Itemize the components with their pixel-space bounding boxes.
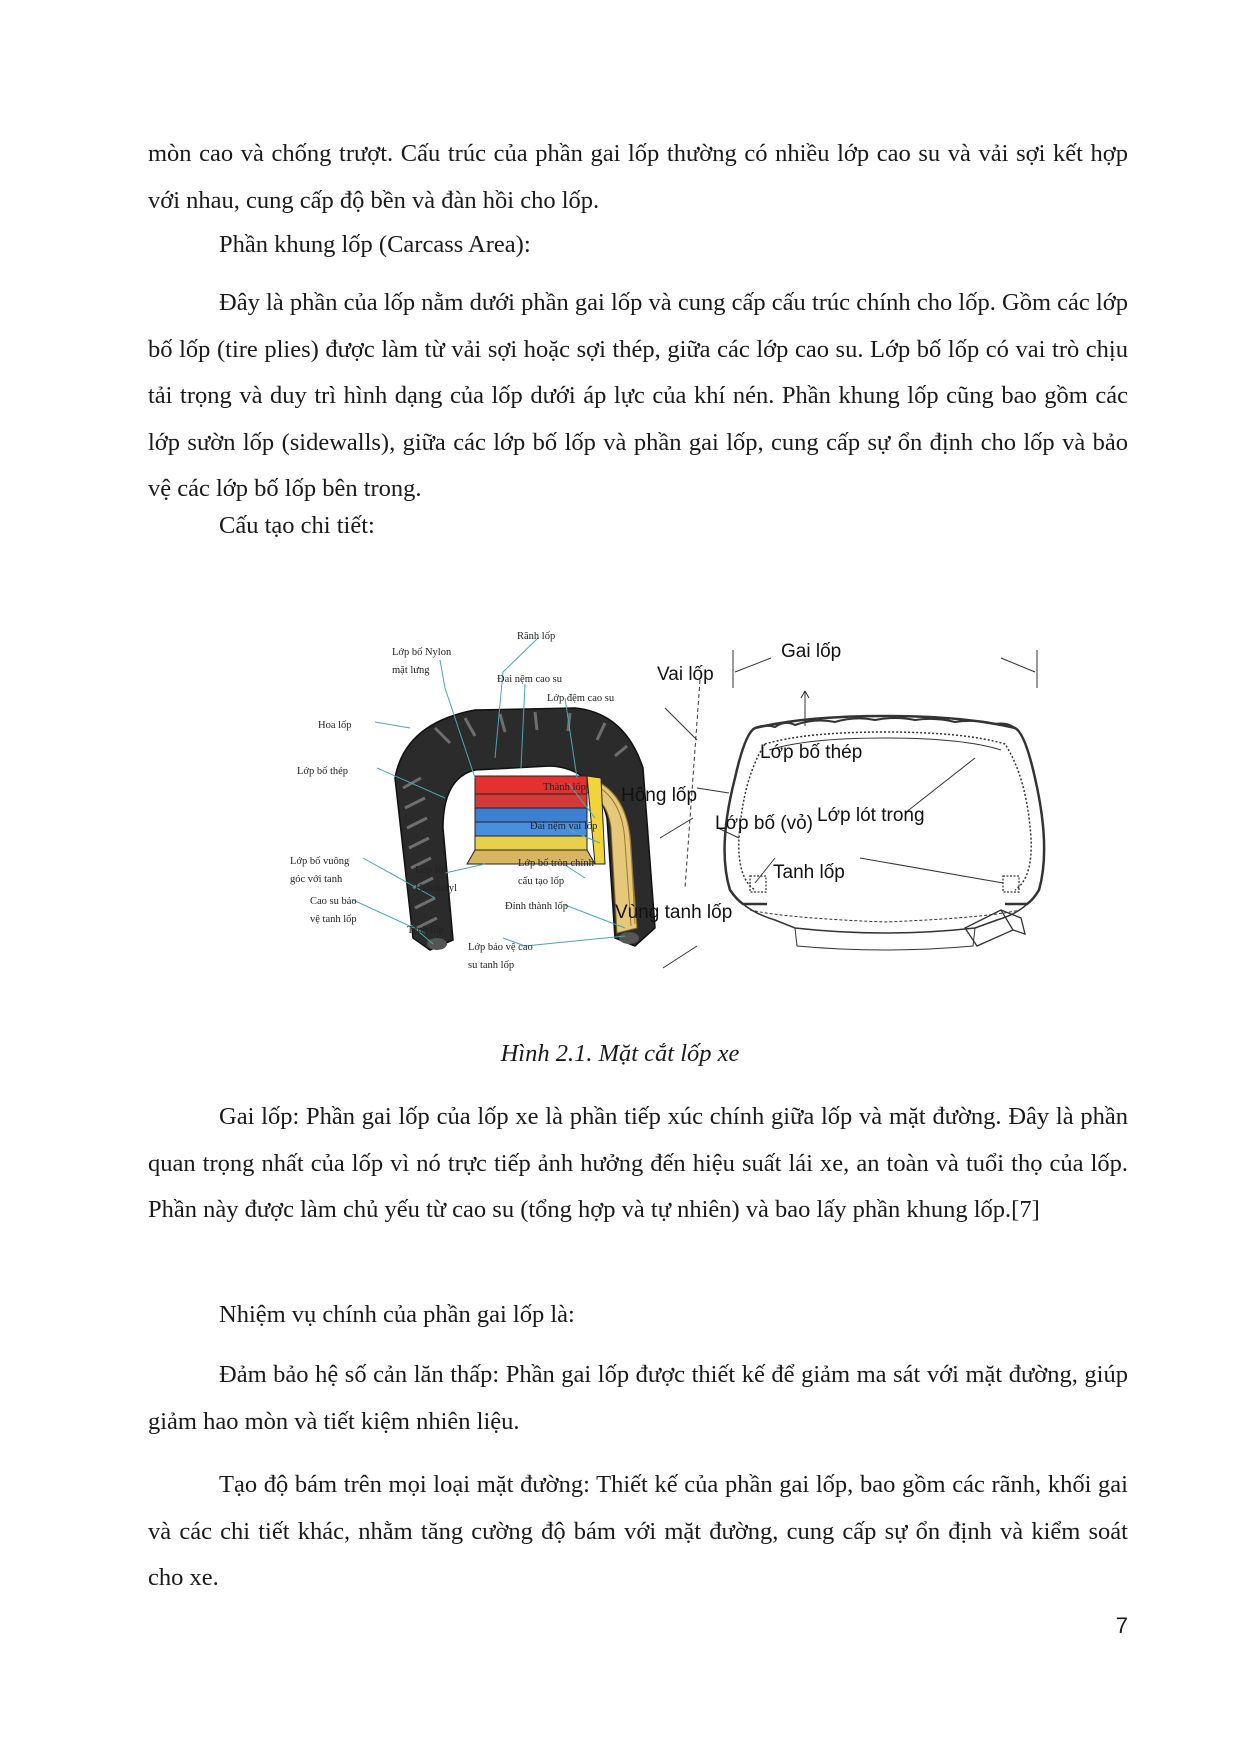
paragraph-grip-on-all-surfaces: Tạo độ bám trên mọi loại mặt đường: Thiết kế của phần gai lốp, bao gồm các rãnh, khối gai và các chi tiết khác, nhằm tăng cường độ bám với mặt đường, cung cấp sự ổn định và kiểm soát cho xe. (148, 1471, 1128, 1591)
label-ranh-lop: Rãnh lốp (517, 631, 556, 642)
label-lop-bo-nylon-2: mặt lưng (392, 665, 430, 676)
paragraph-low-rolling-resistance: Đảm bảo hệ số cản lăn thấp: Phần gai lốp được thiết kế để giảm ma sát với mặt đường, giúp giảm hao mòn và tiết kiệm nhiên liệu. (148, 1361, 1128, 1435)
label-lop-bao-ve-1: Lớp bảo vệ cao (468, 942, 533, 953)
label-lop-lot-2: Halobutyl (415, 883, 457, 894)
label-tanh-lop-right: Tanh lốp (773, 862, 845, 883)
label-lop-bo-nylon-1: Lớp bố Nylon (392, 647, 452, 658)
figure-caption: Hình 2.1. Mặt cắt lốp xe (500, 1040, 740, 1067)
label-gai-lop: Gai lốp (781, 641, 842, 662)
page-number: 7 (1115, 1613, 1128, 1638)
label-hong-lop: Hông lốp (621, 785, 698, 806)
tire-cross-section-figure (290, 628, 1041, 1008)
heading-tread-main-tasks: Nhiệm vụ chính của phần gai lốp là: (219, 1301, 575, 1328)
label-lop-bo-tron-2: cấu tạo lốp (518, 876, 565, 887)
label-thanh-lop: Thành lốp (543, 782, 586, 793)
label-cao-su-bao-ve-1: Cao su bảo (310, 896, 357, 907)
paragraph-carcass-description: Đây là phần của lốp nằm dưới phần gai lốp và cung cấp cấu trúc chính cho lốp. Gồm các lớp bố lốp (tire plies) được làm từ vải sợi hoặc sợi thép, giữa các lớp cao su. Lớp bố lốp có vai trò chịu tải trọng và duy trì hình dạng của lốp dưới áp lực của khí nén. Phần khung lốp cũng bao gồm các lớp sườn lốp (sidewalls), giữa các lớp bố lốp và phần gai lốp, cung cấp sự ổn định cho lốp và bảo vệ các lớp bố lốp bên trong. (148, 289, 1128, 502)
right-diagram-labels (615, 641, 925, 923)
heading-detailed-structure: Cấu tạo chi tiết: (219, 512, 375, 539)
label-dai-nem-cao-su: Đai nệm cao su (497, 674, 563, 685)
label-lop-bo-tron-1: Lớp bố tròn chính (518, 858, 594, 869)
label-dai-nem-vai-lop: Đai nệm vai lốp (530, 821, 598, 832)
label-lop-lot-trong: Lớp lót trong (817, 805, 925, 826)
paragraph-tread-structure: mòn cao và chống trượt. Cấu trúc của phần gai lốp thường có nhiều lớp cao su và vải sợi kết hợp với nhau, cung cấp độ bền và đàn hồi cho lốp. (148, 140, 1128, 214)
label-vai-lop: Vai lốp (657, 664, 714, 685)
label-lop-bao-ve-2: su tanh lốp (468, 960, 515, 971)
label-cao-su-bao-ve-2: vệ tanh lốp (310, 914, 357, 925)
label-lop-bo-thep: Lớp bố thép (297, 766, 349, 777)
label-dinh-thanh-lop: Đỉnh thành lốp (505, 901, 568, 912)
heading-carcass-area: Phần khung lốp (Carcass Area): (219, 231, 531, 258)
label-lop-dem-cao-su: Lớp đệm cao su (547, 693, 615, 704)
paragraph-tread-description: Gai lốp: Phần gai lốp của lốp xe là phần tiếp xúc chính giữa lốp và mặt đường. Đây là phần quan trọng nhất của lốp vì nó trực tiếp ảnh hưởng đến hiệu suất lái xe, an toàn và tuổi thọ của lốp. Phần này được làm chủ yếu từ cao su (tổng hợp và tự nhiên) và bao lấy phần khung lốp.[7] (148, 1103, 1128, 1223)
label-vung-tanh-lop: Vùng tanh lốp (615, 902, 733, 923)
label-lop-bo-vuong-1: Lớp bố vuông (290, 856, 350, 867)
label-hoa-lop: Hoa lốp (318, 720, 352, 731)
label-lop-bo-vuong-2: góc với tanh (290, 874, 343, 885)
label-lop-bo-vo: Lớp bố (vỏ) (715, 813, 814, 834)
label-lop-bo-thep-right: Lớp bố thép (760, 742, 863, 763)
label-tanh-lop-left: Tanh lốp (407, 925, 444, 936)
label-lop-lot-1: Lớp lót (415, 865, 446, 876)
